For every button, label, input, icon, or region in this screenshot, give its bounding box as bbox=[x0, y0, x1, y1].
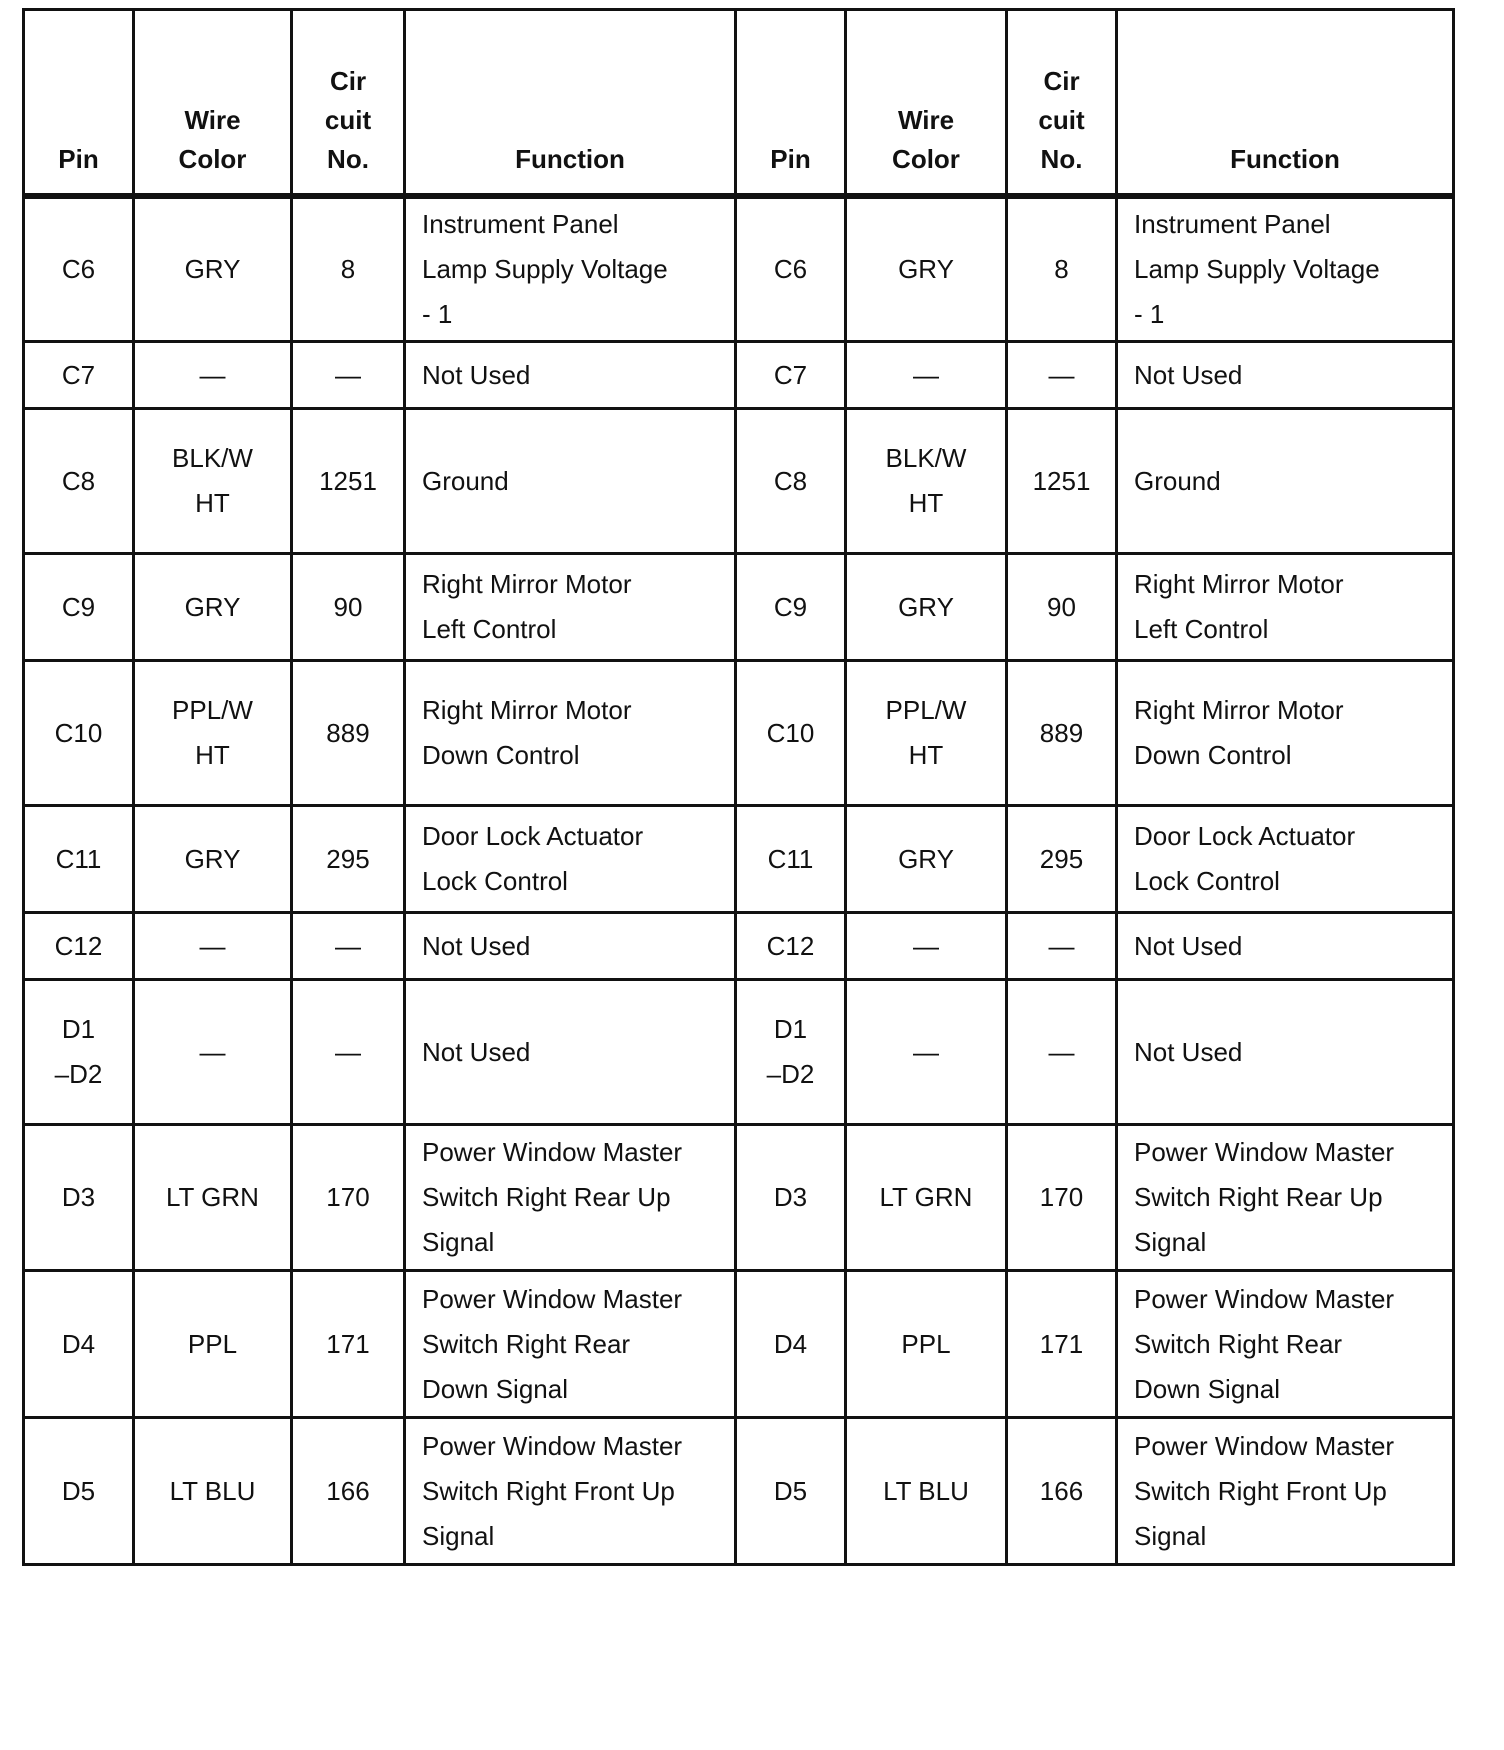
wire-color-cell: — bbox=[134, 913, 292, 980]
function-cell: Power Window Master Switch Right Rear Up Signal bbox=[1117, 1125, 1454, 1271]
function-cell: Not Used bbox=[405, 980, 736, 1125]
header-pin: Pin bbox=[24, 10, 134, 196]
function-cell: Power Window Master Switch Right Front Up Signal bbox=[405, 1418, 736, 1565]
pin-cell: C6 bbox=[736, 196, 846, 342]
circuit-cell: 171 bbox=[1007, 1271, 1117, 1418]
wire-color-cell: — bbox=[846, 913, 1007, 980]
wire-color-cell: LT GRN bbox=[134, 1125, 292, 1271]
wire-color-cell: LT BLU bbox=[134, 1418, 292, 1565]
pin-cell: C10 bbox=[24, 661, 134, 806]
connector-pinout-table bbox=[22, 8, 1455, 1566]
table-row bbox=[24, 1418, 1454, 1565]
function-cell: Power Window Master Switch Right Rear Up Signal bbox=[405, 1125, 736, 1271]
pin-cell: D1 –D2 bbox=[736, 980, 846, 1125]
function-cell: Right Mirror Motor Left Control bbox=[1117, 554, 1454, 661]
circuit-cell: 1251 bbox=[292, 409, 405, 554]
function-cell: Door Lock Actuator Lock Control bbox=[405, 806, 736, 913]
pin-cell: C10 bbox=[736, 661, 846, 806]
wire-color-cell: GRY bbox=[134, 554, 292, 661]
pin-cell: D5 bbox=[24, 1418, 134, 1565]
pin-cell: C12 bbox=[24, 913, 134, 980]
pin-cell: D1 –D2 bbox=[24, 980, 134, 1125]
wire-color-cell: GRY bbox=[846, 554, 1007, 661]
wire-color-cell: BLK/W HT bbox=[846, 409, 1007, 554]
function-cell: Instrument Panel Lamp Supply Voltage - 1 bbox=[405, 196, 736, 342]
header-circuit-no: Cir cuit No. bbox=[1007, 10, 1117, 196]
header-circuit-no: Cir cuit No. bbox=[292, 10, 405, 196]
circuit-cell: 166 bbox=[292, 1418, 405, 1565]
circuit-cell: 90 bbox=[1007, 554, 1117, 661]
pin-cell: C8 bbox=[736, 409, 846, 554]
wire-color-cell: GRY bbox=[134, 806, 292, 913]
circuit-cell: 295 bbox=[292, 806, 405, 913]
wire-color-cell: GRY bbox=[846, 806, 1007, 913]
function-cell: Power Window Master Switch Right Rear Down Signal bbox=[1117, 1271, 1454, 1418]
wire-color-cell: LT GRN bbox=[846, 1125, 1007, 1271]
circuit-cell: — bbox=[292, 342, 405, 409]
table-row bbox=[24, 1271, 1454, 1418]
circuit-cell: 889 bbox=[1007, 661, 1117, 806]
pin-cell: D3 bbox=[736, 1125, 846, 1271]
table-row bbox=[24, 980, 1454, 1125]
circuit-cell: — bbox=[1007, 980, 1117, 1125]
pin-cell: D4 bbox=[24, 1271, 134, 1418]
table-row bbox=[24, 554, 1454, 661]
circuit-cell: — bbox=[292, 913, 405, 980]
function-cell: Power Window Master Switch Right Front Up Signal bbox=[1117, 1418, 1454, 1565]
header-function: Function bbox=[1117, 10, 1454, 196]
wire-color-cell: — bbox=[846, 342, 1007, 409]
pin-cell: C6 bbox=[24, 196, 134, 342]
wire-color-cell: GRY bbox=[134, 196, 292, 342]
table-row bbox=[24, 806, 1454, 913]
function-cell: Not Used bbox=[1117, 913, 1454, 980]
table-row bbox=[24, 342, 1454, 409]
function-cell: Right Mirror Motor Left Control bbox=[405, 554, 736, 661]
header-function: Function bbox=[405, 10, 736, 196]
function-cell: Instrument Panel Lamp Supply Voltage - 1 bbox=[1117, 196, 1454, 342]
function-cell: Ground bbox=[405, 409, 736, 554]
function-cell: Right Mirror Motor Down Control bbox=[405, 661, 736, 806]
circuit-cell: 295 bbox=[1007, 806, 1117, 913]
circuit-cell: 90 bbox=[292, 554, 405, 661]
table-header-row bbox=[24, 10, 1454, 196]
header-pin: Pin bbox=[736, 10, 846, 196]
table-row bbox=[24, 196, 1454, 342]
wire-color-cell: GRY bbox=[846, 196, 1007, 342]
table-row bbox=[24, 661, 1454, 806]
pin-cell: C9 bbox=[24, 554, 134, 661]
wire-color-cell: — bbox=[846, 980, 1007, 1125]
pin-cell: C9 bbox=[736, 554, 846, 661]
circuit-cell: — bbox=[1007, 913, 1117, 980]
function-cell: Ground bbox=[1117, 409, 1454, 554]
pin-cell: C8 bbox=[24, 409, 134, 554]
circuit-cell: — bbox=[1007, 342, 1117, 409]
circuit-cell: 1251 bbox=[1007, 409, 1117, 554]
wire-color-cell: — bbox=[134, 342, 292, 409]
circuit-cell: 166 bbox=[1007, 1418, 1117, 1565]
circuit-cell: 171 bbox=[292, 1271, 405, 1418]
pin-cell: C11 bbox=[736, 806, 846, 913]
circuit-cell: 8 bbox=[292, 196, 405, 342]
table-row bbox=[24, 913, 1454, 980]
wire-color-cell: PPL bbox=[846, 1271, 1007, 1418]
pin-cell: D4 bbox=[736, 1271, 846, 1418]
header-wire-color: Wire Color bbox=[134, 10, 292, 196]
pin-cell: C7 bbox=[736, 342, 846, 409]
wire-color-cell: PPL/W HT bbox=[846, 661, 1007, 806]
header-wire-color: Wire Color bbox=[846, 10, 1007, 196]
table-row bbox=[24, 1125, 1454, 1271]
pin-cell: C12 bbox=[736, 913, 846, 980]
circuit-cell: 170 bbox=[1007, 1125, 1117, 1271]
wire-color-cell: LT BLU bbox=[846, 1418, 1007, 1565]
pin-cell: C11 bbox=[24, 806, 134, 913]
circuit-cell: 170 bbox=[292, 1125, 405, 1271]
wire-color-cell: — bbox=[134, 980, 292, 1125]
pin-cell: C7 bbox=[24, 342, 134, 409]
table-row bbox=[24, 409, 1454, 554]
function-cell: Not Used bbox=[1117, 342, 1454, 409]
wire-color-cell: BLK/W HT bbox=[134, 409, 292, 554]
function-cell: Door Lock Actuator Lock Control bbox=[1117, 806, 1454, 913]
function-cell: Not Used bbox=[1117, 980, 1454, 1125]
pin-cell: D5 bbox=[736, 1418, 846, 1565]
circuit-cell: 889 bbox=[292, 661, 405, 806]
function-cell: Right Mirror Motor Down Control bbox=[1117, 661, 1454, 806]
function-cell: Not Used bbox=[405, 913, 736, 980]
wire-color-cell: PPL bbox=[134, 1271, 292, 1418]
function-cell: Not Used bbox=[405, 342, 736, 409]
function-cell: Power Window Master Switch Right Rear Down Signal bbox=[405, 1271, 736, 1418]
pin-cell: D3 bbox=[24, 1125, 134, 1271]
wire-color-cell: PPL/W HT bbox=[134, 661, 292, 806]
circuit-cell: 8 bbox=[1007, 196, 1117, 342]
circuit-cell: — bbox=[292, 980, 405, 1125]
